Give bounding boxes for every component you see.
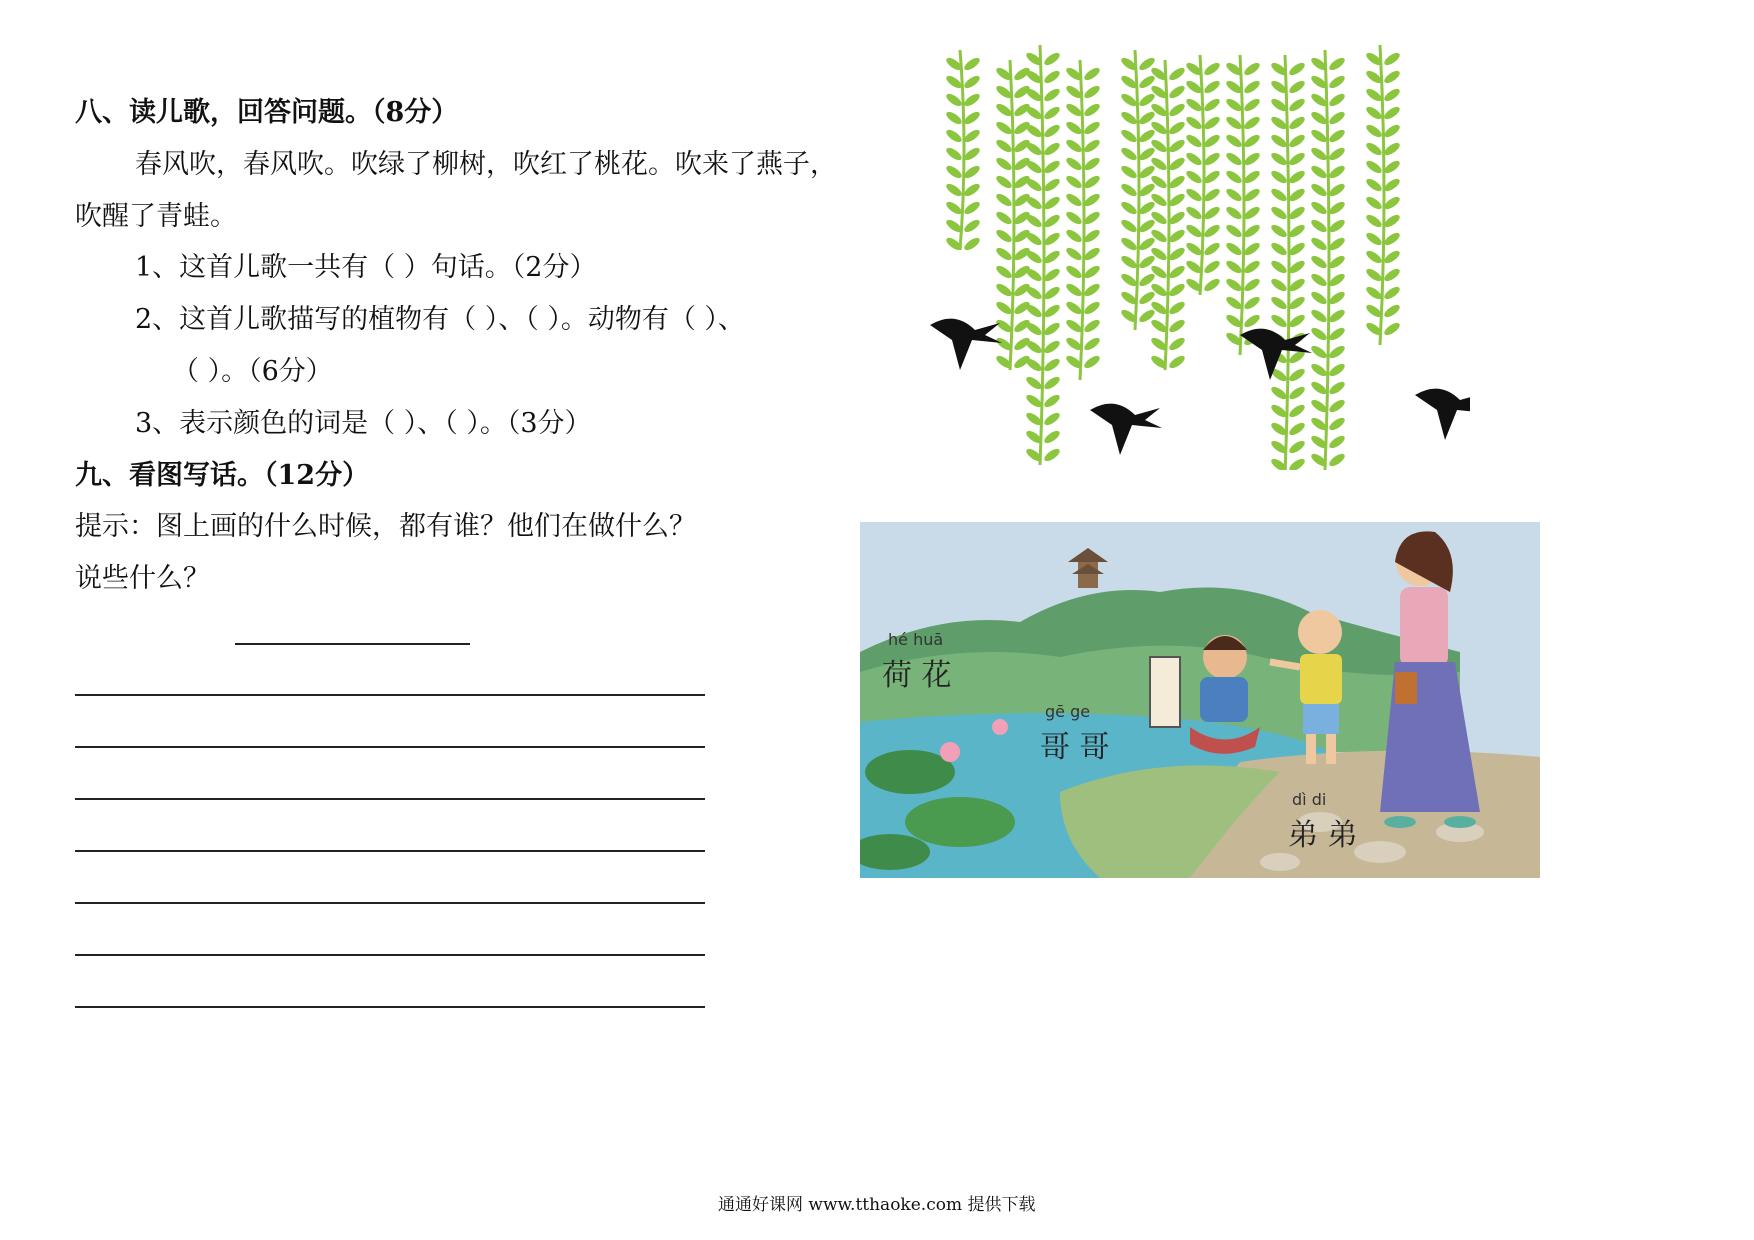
willow-branch: [994, 60, 1031, 370]
writing-line[interactable]: [75, 746, 705, 748]
willow-branch: [944, 50, 981, 252]
writing-line[interactable]: [75, 850, 705, 852]
question-2: 2、这首儿歌描写的植物有（ ）、（ ）。动物有（ ）、: [135, 304, 745, 335]
swallow-icon: [1090, 404, 1162, 455]
question-1: 1、这首儿歌一共有（ ）句话。（2分）: [135, 252, 597, 283]
writing-line[interactable]: [75, 954, 705, 956]
lotus-hanzi: 荷 花: [882, 658, 952, 693]
writing-line[interactable]: [75, 902, 705, 904]
brother-pinyin: gē ge: [1045, 702, 1091, 721]
writing-line[interactable]: [75, 1006, 705, 1008]
lotus-flower-icon: [992, 719, 1008, 735]
lotus-flower-icon: [940, 742, 960, 762]
writing-line[interactable]: [75, 694, 705, 696]
park-scene-svg: [860, 522, 1540, 878]
willow-branch: [1184, 55, 1221, 295]
section-9-heading: 九、看图写话。（12分）: [75, 460, 370, 491]
question-3: 3、表示颜色的词是（ ）、（ ）。（3分）: [135, 408, 592, 439]
willow-branch: [1064, 60, 1101, 380]
question-2-cont: （ ）。（6分）: [172, 356, 333, 387]
willow-branch: [1269, 55, 1306, 470]
title-writing-line[interactable]: [235, 643, 470, 645]
younger-hanzi: 弟 弟: [1288, 818, 1358, 853]
willow-branch: [1309, 50, 1346, 470]
willow-branch: [1024, 45, 1061, 465]
willow-swallow-illustration: [910, 40, 1470, 470]
lotus-pinyin: hé huā: [888, 630, 944, 649]
younger-pinyin: dì di: [1292, 790, 1327, 809]
writing-line[interactable]: [75, 798, 705, 800]
willow-branch: [1119, 50, 1156, 330]
swallow-icon: [1415, 389, 1470, 440]
willow-branch: [1364, 45, 1401, 345]
willow-branch: [1149, 60, 1186, 370]
park-scene-illustration: [860, 522, 1540, 878]
poem-line-1: 春风吹，春风吹。吹绿了柳树，吹红了桃花。吹来了燕子，: [135, 149, 837, 180]
hint-line-2: 说些什么？: [75, 563, 210, 594]
section-8-heading: 八、读儿歌，回答问题。（8分）: [75, 97, 459, 128]
hint-line-1: 提示：图上画的什么时候，都有谁？他们在做什么？: [75, 511, 696, 542]
brother-hanzi: 哥 哥: [1040, 730, 1110, 765]
swallow-icon: [930, 319, 1002, 370]
poem-line-2: 吹醒了青蛙。: [75, 201, 237, 232]
footer-credit: 通通好课网 www.tthaoke.com 提供下载: [718, 1195, 1036, 1215]
willow-branch: [1224, 55, 1261, 355]
willow-swallow-svg: [910, 40, 1470, 470]
